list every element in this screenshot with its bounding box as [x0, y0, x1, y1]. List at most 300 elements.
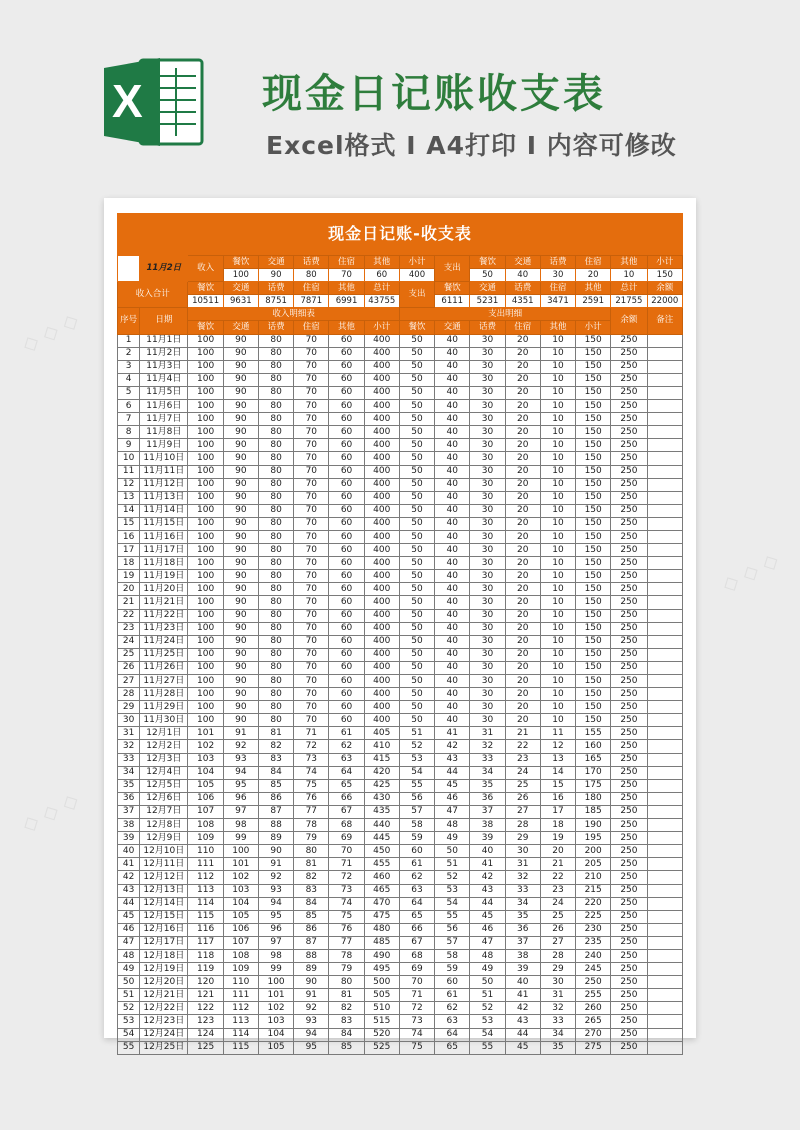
table-cell: 72: [329, 871, 364, 884]
table-cell: 40: [435, 517, 470, 530]
table-cell: 12月25日: [140, 1041, 188, 1054]
table-cell: 80: [258, 570, 293, 583]
table-cell: 400: [364, 517, 399, 530]
table-cell: 20: [505, 544, 540, 557]
table-cell: 51: [118, 989, 140, 1002]
table-cell: 28: [540, 949, 575, 962]
table-cell: 43: [118, 884, 140, 897]
table-cell: 32: [470, 740, 505, 753]
summary-date: 11月2日: [140, 256, 188, 282]
table-cell: 150: [576, 557, 611, 570]
table-cell: 80: [258, 714, 293, 727]
table-cell: 40: [435, 386, 470, 399]
table-cell: 18: [118, 557, 140, 570]
daily-income-value: 70: [329, 269, 364, 282]
table-cell: 250: [611, 661, 647, 674]
table-cell: 37: [470, 805, 505, 818]
table-cell: 19: [540, 832, 575, 845]
table-cell: 11月14日: [140, 504, 188, 517]
table-row: [118, 832, 683, 845]
table-cell: 23: [505, 753, 540, 766]
table-cell: 400: [364, 714, 399, 727]
daily-expense-value: 10: [611, 269, 647, 282]
table-cell: 250: [611, 386, 647, 399]
table-cell: 210: [576, 871, 611, 884]
table-cell: 30: [505, 845, 540, 858]
table-cell: 250: [611, 400, 647, 413]
table-cell: 11月21日: [140, 596, 188, 609]
table-cell: 400: [364, 334, 399, 347]
table-cell: 93: [223, 753, 258, 766]
table-cell: 27: [540, 936, 575, 949]
table-cell: 29: [118, 701, 140, 714]
table-cell: 515: [364, 1015, 399, 1028]
table-cell: 250: [611, 439, 647, 452]
table-cell: 20: [118, 583, 140, 596]
table-cell: 45: [505, 1041, 540, 1054]
table-cell: 80: [258, 583, 293, 596]
table-cell: 94: [223, 766, 258, 779]
table-cell: 90: [223, 544, 258, 557]
table-cell: 62: [399, 871, 434, 884]
table-cell: 90: [223, 635, 258, 648]
table-cell: 36: [470, 792, 505, 805]
table-cell: [647, 426, 682, 439]
table-cell: 110: [188, 845, 223, 858]
table-cell: 400: [364, 583, 399, 596]
table-cell: 20: [505, 426, 540, 439]
daily-expense-value: 150: [647, 269, 682, 282]
table-cell: 75: [399, 1041, 434, 1054]
col-expense: 餐饮: [399, 321, 434, 334]
table-cell: [647, 530, 682, 543]
table-cell: 90: [223, 583, 258, 596]
table-cell: 72: [399, 1002, 434, 1015]
table-cell: [647, 596, 682, 609]
table-cell: 60: [329, 347, 364, 360]
table-cell: 11月17日: [140, 544, 188, 557]
table-row: [118, 661, 683, 674]
table-cell: 100: [188, 570, 223, 583]
table-cell: 40: [435, 400, 470, 413]
table-cell: 41: [435, 727, 470, 740]
table-row: [118, 465, 683, 478]
total-income-label: 住宿: [294, 282, 329, 295]
table-cell: 66: [329, 792, 364, 805]
table-cell: 50: [399, 570, 434, 583]
table-row: [118, 792, 683, 805]
table-cell: 73: [294, 753, 329, 766]
table-cell: 90: [223, 452, 258, 465]
table-cell: 25: [540, 910, 575, 923]
table-cell: [647, 557, 682, 570]
table-cell: 79: [294, 832, 329, 845]
table-cell: 10: [540, 347, 575, 360]
table-cell: 75: [329, 910, 364, 923]
table-cell: 60: [329, 596, 364, 609]
table-cell: 119: [188, 963, 223, 976]
table-cell: 51: [399, 727, 434, 740]
table-cell: 11月15日: [140, 517, 188, 530]
table-cell: 12月24日: [140, 1028, 188, 1041]
table-cell: 100: [188, 452, 223, 465]
table-cell: 8: [118, 426, 140, 439]
table-cell: 50: [399, 465, 434, 478]
table-cell: 50: [470, 976, 505, 989]
table-cell: 250: [611, 871, 647, 884]
table-cell: 80: [258, 517, 293, 530]
table-cell: 20: [505, 334, 540, 347]
table-cell: 80: [258, 334, 293, 347]
table-cell: 60: [329, 648, 364, 661]
table-row: [118, 583, 683, 596]
table-cell: 470: [364, 897, 399, 910]
table-cell: 88: [294, 949, 329, 962]
total-expense-label: 餐饮: [435, 282, 470, 295]
table-cell: 495: [364, 963, 399, 976]
table-cell: 81: [294, 858, 329, 871]
income-group-header: 收入明细表: [188, 308, 399, 321]
table-cell: 68: [399, 949, 434, 962]
table-cell: 215: [576, 884, 611, 897]
table-cell: 150: [576, 413, 611, 426]
table-cell: 100: [188, 622, 223, 635]
table-cell: 30: [470, 661, 505, 674]
table-cell: 2: [118, 347, 140, 360]
table-cell: 30: [470, 386, 505, 399]
col-expense: 其他: [540, 321, 575, 334]
table-cell: 10: [540, 413, 575, 426]
table-cell: 107: [223, 936, 258, 949]
table-cell: 50: [399, 688, 434, 701]
table-cell: 30: [470, 675, 505, 688]
table-cell: 250: [611, 976, 647, 989]
table-cell: 250: [611, 701, 647, 714]
table-cell: 101: [188, 727, 223, 740]
table-cell: [647, 701, 682, 714]
table-cell: 70: [294, 347, 329, 360]
table-cell: 61: [329, 727, 364, 740]
table-cell: 103: [258, 1015, 293, 1028]
table-cell: 60: [435, 976, 470, 989]
table-cell: 42: [118, 871, 140, 884]
table-row: [118, 1002, 683, 1015]
table-cell: 82: [258, 740, 293, 753]
table-cell: 91: [294, 989, 329, 1002]
table-cell: 21: [540, 858, 575, 871]
table-cell: 4: [118, 373, 140, 386]
table-cell: 32: [505, 871, 540, 884]
table-cell: 96: [258, 923, 293, 936]
table-cell: 70: [294, 583, 329, 596]
table-cell: 35: [470, 779, 505, 792]
daily-income-value: 80: [294, 269, 329, 282]
table-cell: 260: [576, 1002, 611, 1015]
table-cell: 12: [540, 740, 575, 753]
table-cell: [647, 635, 682, 648]
total-expense-value: 3471: [540, 295, 575, 308]
table-cell: 250: [611, 347, 647, 360]
table-cell: 525: [364, 1041, 399, 1054]
table-cell: 89: [258, 832, 293, 845]
table-cell: 17: [118, 544, 140, 557]
table-cell: 60: [329, 373, 364, 386]
table-cell: 59: [399, 832, 434, 845]
table-cell: 100: [188, 530, 223, 543]
table-cell: 150: [576, 491, 611, 504]
table-cell: 40: [435, 648, 470, 661]
table-cell: 70: [294, 701, 329, 714]
table-row: [118, 622, 683, 635]
table-row: [118, 373, 683, 386]
table-cell: 90: [223, 648, 258, 661]
table-cell: 220: [576, 897, 611, 910]
table-cell: 80: [258, 478, 293, 491]
table-cell: 90: [223, 622, 258, 635]
table-cell: [647, 740, 682, 753]
table-cell: 56: [399, 792, 434, 805]
table-cell: [647, 347, 682, 360]
table-row: [118, 504, 683, 517]
table-cell: 30: [470, 452, 505, 465]
table-cell: 80: [258, 386, 293, 399]
table-cell: 27: [505, 805, 540, 818]
table-cell: 12月12日: [140, 871, 188, 884]
table-cell: 70: [294, 478, 329, 491]
daily-summary-label-row: [118, 256, 683, 269]
table-cell: 100: [188, 688, 223, 701]
table-cell: 30: [470, 570, 505, 583]
table-cell: 70: [294, 386, 329, 399]
table-cell: 250: [611, 845, 647, 858]
table-cell: 34: [505, 897, 540, 910]
table-row: [118, 1028, 683, 1041]
table-cell: 20: [505, 648, 540, 661]
table-cell: 52: [399, 740, 434, 753]
total-income-label: 话费: [258, 282, 293, 295]
table-cell: 20: [505, 504, 540, 517]
table-cell: 41: [505, 989, 540, 1002]
table-cell: 100: [188, 360, 223, 373]
table-cell: 40: [435, 583, 470, 596]
table-cell: 62: [329, 740, 364, 753]
table-cell: 28: [505, 819, 540, 832]
table-cell: 50: [399, 635, 434, 648]
table-cell: [647, 910, 682, 923]
table-cell: 25: [118, 648, 140, 661]
table-cell: 400: [364, 504, 399, 517]
table-cell: 90: [223, 596, 258, 609]
col-income: 小计: [364, 321, 399, 334]
table-cell: 71: [399, 989, 434, 1002]
table-cell: 60: [329, 334, 364, 347]
table-cell: 400: [364, 557, 399, 570]
table-cell: 104: [188, 766, 223, 779]
table-cell: 450: [364, 845, 399, 858]
table-cell: [647, 517, 682, 530]
table-cell: 39: [505, 963, 540, 976]
table-cell: 101: [258, 989, 293, 1002]
table-cell: 11月11日: [140, 465, 188, 478]
total-income-label: 总计: [364, 282, 399, 295]
table-cell: 73: [399, 1015, 434, 1028]
total-income-value: 7871: [294, 295, 329, 308]
table-cell: 150: [576, 530, 611, 543]
table-cell: 49: [470, 963, 505, 976]
table-cell: 48: [435, 819, 470, 832]
table-cell: [647, 949, 682, 962]
table-cell: [647, 884, 682, 897]
table-cell: 80: [258, 465, 293, 478]
table-cell: 10: [540, 386, 575, 399]
table-cell: 400: [364, 373, 399, 386]
expense-group-header: 支出明细: [399, 308, 610, 321]
total-income-label: 其他: [329, 282, 364, 295]
table-cell: 400: [364, 609, 399, 622]
table-cell: 63: [435, 1015, 470, 1028]
table-cell: 250: [611, 792, 647, 805]
table-cell: 11月20日: [140, 583, 188, 596]
table-cell: 250: [611, 517, 647, 530]
table-cell: 20: [505, 491, 540, 504]
total-income-label: 餐饮: [188, 282, 223, 295]
table-cell: 20: [505, 635, 540, 648]
table-cell: 100: [188, 413, 223, 426]
total-income-label: 交通: [223, 282, 258, 295]
table-cell: 65: [435, 1041, 470, 1054]
table-cell: 22: [118, 609, 140, 622]
table-cell: 11月25日: [140, 648, 188, 661]
table-cell: 109: [188, 832, 223, 845]
col-note: 备注: [647, 308, 682, 334]
table-row: [118, 897, 683, 910]
table-cell: 25: [505, 779, 540, 792]
table-cell: 31: [540, 989, 575, 1002]
total-expense-value: 4351: [505, 295, 540, 308]
table-cell: 32: [118, 740, 140, 753]
table-cell: 87: [258, 805, 293, 818]
table-cell: 250: [611, 1002, 647, 1015]
table-cell: 106: [188, 792, 223, 805]
table-cell: 80: [258, 596, 293, 609]
table-cell: 111: [223, 989, 258, 1002]
table-cell: 10: [540, 439, 575, 452]
table-cell: 11月27日: [140, 675, 188, 688]
table-cell: 10: [540, 609, 575, 622]
table-row: [118, 976, 683, 989]
table-cell: [647, 923, 682, 936]
daily-income-label: 小计: [399, 256, 434, 269]
total-expense-value: 2591: [576, 295, 611, 308]
table-row: [118, 557, 683, 570]
table-cell: 45: [118, 910, 140, 923]
table-cell: 51: [470, 989, 505, 1002]
table-cell: 15: [540, 779, 575, 792]
table-cell: 80: [258, 557, 293, 570]
table-cell: 60: [329, 570, 364, 583]
expense-label: 支出: [435, 256, 470, 282]
table-cell: 11月8日: [140, 426, 188, 439]
daily-expense-label: 其他: [611, 256, 647, 269]
table-cell: 50: [399, 583, 434, 596]
table-cell: 430: [364, 792, 399, 805]
table-cell: 150: [576, 635, 611, 648]
table-cell: 10: [540, 530, 575, 543]
table-cell: 150: [576, 347, 611, 360]
table-cell: 475: [364, 910, 399, 923]
table-cell: 52: [470, 1002, 505, 1015]
table-row: [118, 858, 683, 871]
daily-expense-label: 小计: [647, 256, 682, 269]
table-cell: 400: [364, 426, 399, 439]
table-row: [118, 426, 683, 439]
table-cell: 70: [294, 465, 329, 478]
table-cell: 10: [540, 622, 575, 635]
col-expense: 住宿: [505, 321, 540, 334]
table-cell: 400: [364, 544, 399, 557]
table-cell: 43: [435, 753, 470, 766]
table-cell: 100: [188, 675, 223, 688]
table-row: [118, 413, 683, 426]
table-cell: 250: [611, 805, 647, 818]
table-cell: 80: [258, 504, 293, 517]
table-cell: 40: [470, 845, 505, 858]
table-cell: 40: [435, 661, 470, 674]
table-cell: 100: [188, 426, 223, 439]
table-cell: 109: [223, 963, 258, 976]
table-cell: 400: [364, 622, 399, 635]
table-cell: 49: [435, 832, 470, 845]
table-cell: 20: [540, 845, 575, 858]
watermark: ◇ ◇ ◇: [17, 307, 83, 357]
table-cell: 101: [223, 858, 258, 871]
table-cell: 84: [294, 897, 329, 910]
table-cell: 40: [435, 504, 470, 517]
total-balance-value: 22000: [647, 295, 682, 308]
table-cell: 60: [329, 609, 364, 622]
table-cell: 40: [435, 491, 470, 504]
table-cell: 30: [470, 714, 505, 727]
table-cell: 480: [364, 923, 399, 936]
watermark: ◇ ◇ ◇: [17, 787, 83, 837]
table-cell: 74: [294, 766, 329, 779]
table-cell: [647, 544, 682, 557]
daily-expense-value: 40: [505, 269, 540, 282]
table-cell: 12月16日: [140, 923, 188, 936]
table-cell: 90: [223, 661, 258, 674]
table-cell: 11月7日: [140, 413, 188, 426]
table-cell: 90: [223, 491, 258, 504]
table-cell: 70: [294, 413, 329, 426]
table-cell: 90: [223, 465, 258, 478]
watermark: ◇ ◇ ◇: [717, 547, 783, 597]
table-cell: 50: [399, 478, 434, 491]
table-cell: 9: [118, 439, 140, 452]
table-cell: 12月23日: [140, 1015, 188, 1028]
table-cell: 115: [223, 1041, 258, 1054]
table-cell: 31: [505, 858, 540, 871]
table-row: [118, 753, 683, 766]
table-cell: 150: [576, 714, 611, 727]
table-row: [118, 347, 683, 360]
table-cell: 31: [470, 727, 505, 740]
table-cell: 400: [364, 570, 399, 583]
table-cell: 70: [294, 517, 329, 530]
table-cell: 250: [611, 989, 647, 1002]
table-cell: 250: [611, 609, 647, 622]
total-income-value: 43755: [364, 295, 399, 308]
table-cell: 100: [223, 845, 258, 858]
